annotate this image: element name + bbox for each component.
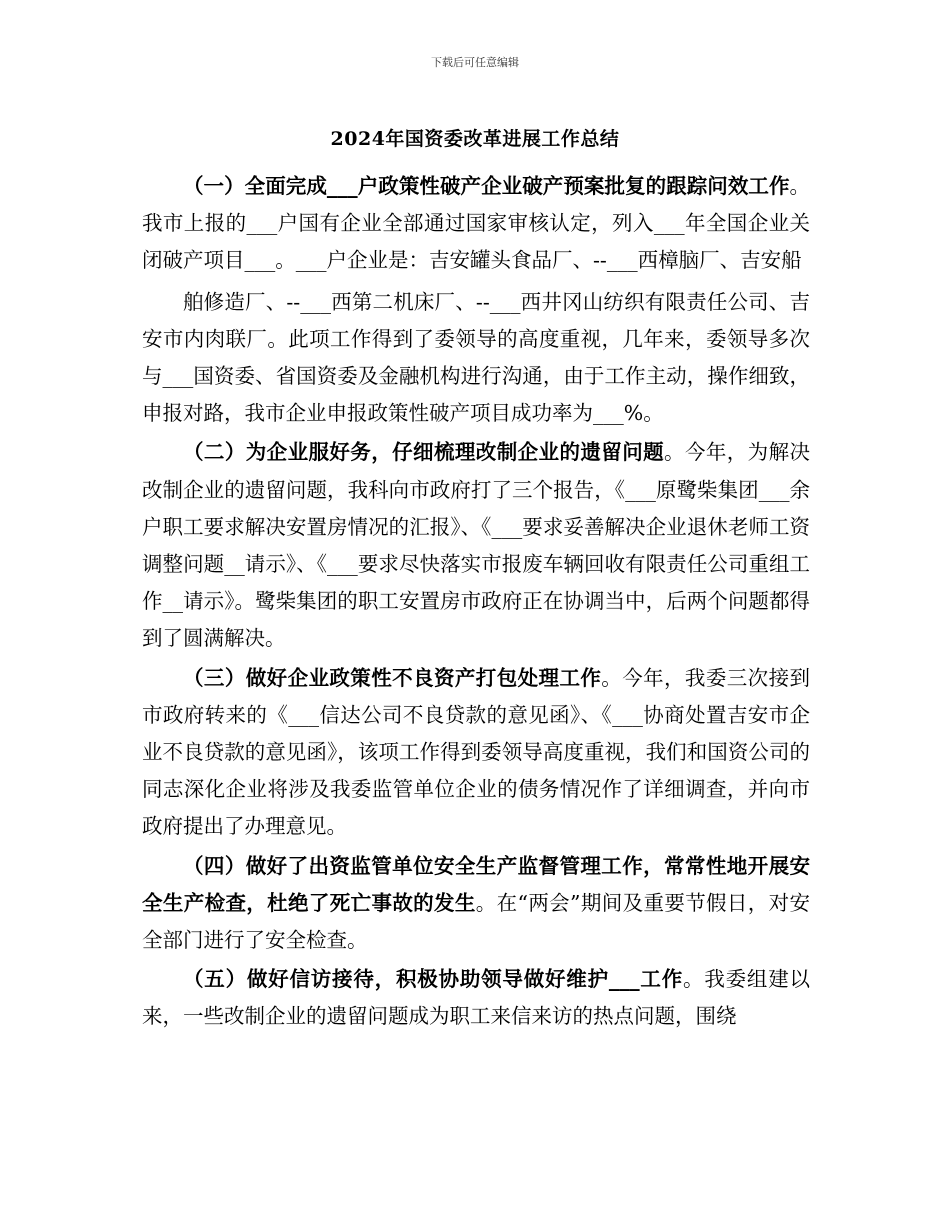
- paragraph-6: [142, 961, 810, 1035]
- paragraph-1: [142, 168, 810, 280]
- paragraph-6-body: 。我委组建以来，一些改制企业的遗留问题成为职工来信来访的热点问题，围绕: [142, 967, 811, 1029]
- paragraph-3-lead: （二）为企业服好务，仔细梳理改制企业的遗留问题: [183, 440, 665, 465]
- paragraph-3-body: 。今年，为解决改制企业的遗留问题，我科向市政府打了三个报告，《___原鹭柴集团___余户职工要求解决安置房情况的汇报》、《___要求妥善解决企业退休老师工资调整问题__请示》、《___要求尽快落实市报废车辆回收有限责任公司重组工作__请示》。鹭柴集团的职工安置房市政府正在协调当中，后两个问题都得到了圆满解决。: [142, 440, 811, 651]
- document-title: 2024年国资委改革进展工作总结: [330, 128, 620, 150]
- paragraph-5-lead: （四）做好了出资监管单位安全生产监督管理工作，常常性地开展安全生产检查，杜绝了死亡事故的发生: [142, 853, 810, 915]
- paragraph-4-body: 。今年，我委三次接到市政府转来的《___信达公司不良贷款的意见函》、《___协商处置吉安市企业不良贷款的意见函》，该项工作得到委领导高度重视，我们和国资公司的同志深化企业将涉及我委监管单位企业的债务情况作了详细调查，并向市政府提出了办理意见。: [142, 665, 811, 839]
- paragraph-5-body: 。在“两会”期间及重要节假日，对安全部门进行了安全检查。: [142, 890, 810, 953]
- paragraph-2-body: 舶修造厂、--___西第二机床厂、--___西井冈山纺织有限责任公司、吉安市内肉联厂。此项工作得到了委领导的高度重视，几年来，委领导多次与___国资委、省国资委及金融机构进行沟通，由于工作主动，操作细致，申报对路，我市企业申报政策性破产项目成功率为___%。: [142, 289, 810, 426]
- paragraph-4-lead: （三）做好企业政策性不良资产打包处理工作: [183, 665, 602, 690]
- paragraph-5: [142, 848, 810, 960]
- paragraph-1-body: 。我市上报的___户国有企业全部通过国家审核认定，列入___年全国企业关闭破产项目___。___户企业是：吉安罐头食品厂、--___西樟脑厂、吉安船: [142, 174, 810, 273]
- paragraph-4: [142, 660, 810, 846]
- paragraph-1-lead: （一）全面完成___户政策性破产企业破产预案批复的跟踪问效工作: [183, 174, 790, 198]
- paragraph-3: [142, 434, 810, 657]
- document-body: [142, 168, 810, 1036]
- header-note: 下载后可任意编辑: [431, 56, 519, 69]
- paragraph-6-lead: （五）做好信访接待，积极协助领导做好维护___工作: [183, 967, 684, 992]
- paragraph-2: [142, 284, 810, 433]
